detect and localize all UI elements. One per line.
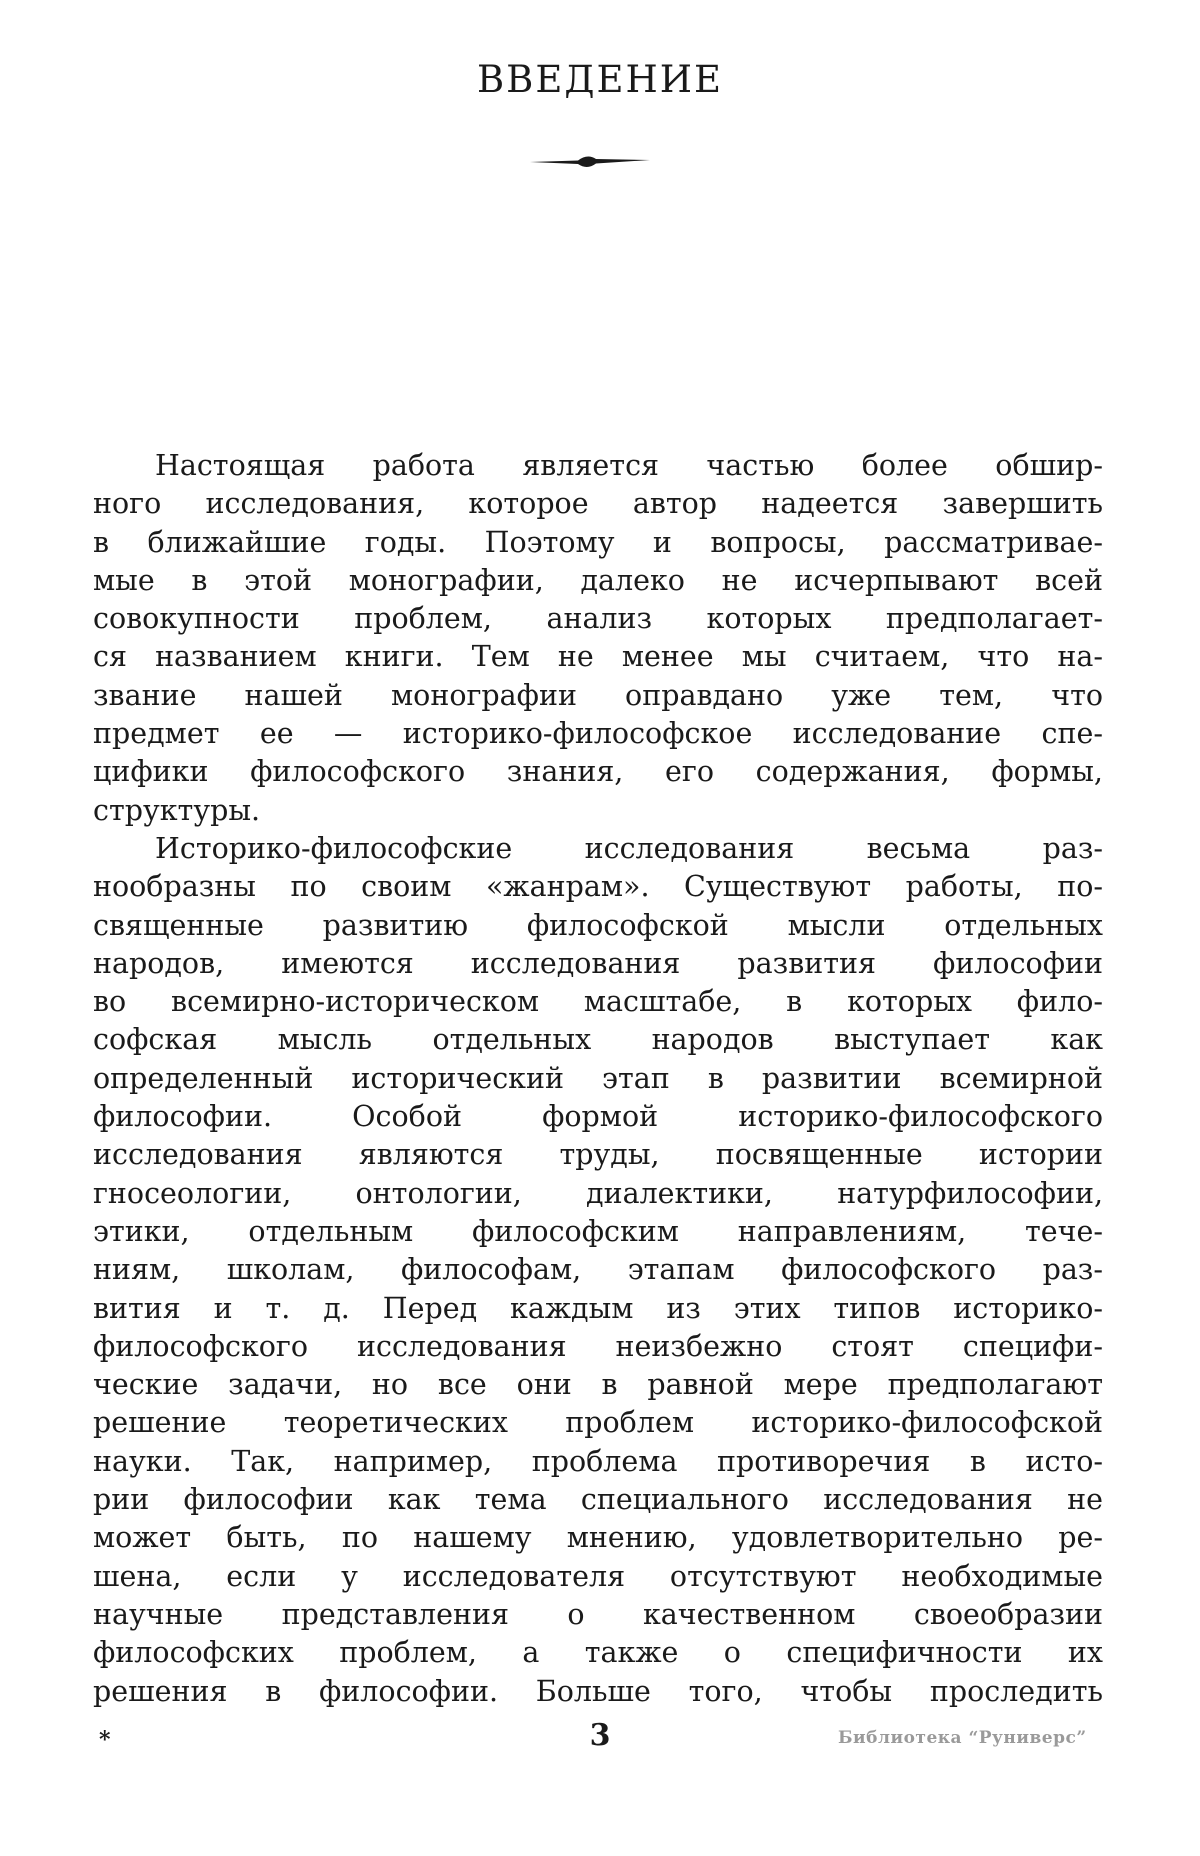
text-line: структуры.: [93, 793, 261, 827]
text-line: ниям, школам, философам, этапам философского раз-: [93, 1253, 1103, 1287]
paragraph-1: [93, 447, 1103, 830]
text-line: цифики философского знания, его содержания, формы,: [93, 755, 1103, 789]
text-line: ся названием книги. Тем не менее мы считаем, что на-: [93, 640, 1103, 674]
text-line: исследования являются труды, посвященные истории: [93, 1138, 1103, 1172]
text-line: священные развитию философской мысли отдельных: [93, 908, 1103, 942]
paragraph-2: [93, 830, 1103, 1711]
page-number: 3: [589, 1718, 611, 1753]
text-line: решения в философии. Больше того, чтобы проследить: [93, 1674, 1103, 1708]
text-line: решение теоретических проблем историко-философской: [93, 1406, 1103, 1440]
text-line: Историко-философские исследования весьма раз-: [155, 831, 1103, 865]
text-line: этики, отдельным философским направлениям, тече-: [93, 1214, 1103, 1248]
text-line: в ближайшие годы. Поэтому и вопросы, рассматривае-: [93, 525, 1103, 559]
text-line: предмет ее — историко-философское исследование спе-: [93, 717, 1103, 751]
text-line: во всемирно-историческом масштабе, в которых фило-: [93, 985, 1103, 1019]
text-line: нообразны по своим «жанрам». Существуют работы, по-: [93, 870, 1103, 904]
text-line: софская мысль отдельных народов выступает как: [93, 1023, 1103, 1057]
text-line: Настоящая работа является частью более обшир-: [155, 449, 1103, 482]
footer-mark: *: [99, 1727, 111, 1753]
text-line: вития и т. д. Перед каждым из этих типов историко-: [93, 1291, 1103, 1325]
text-line: может быть, по нашему мнению, удовлетворительно ре-: [93, 1521, 1103, 1555]
text-line: рии философии как тема специального исследования не: [93, 1483, 1103, 1517]
text-line: научные представления о качественном своеобразии: [93, 1597, 1103, 1631]
body-text: [93, 447, 1103, 1711]
text-line: философского исследования неизбежно стоят специфи-: [93, 1329, 1103, 1363]
text-line: философских проблем, а также о специфичности их: [93, 1636, 1103, 1670]
text-line: определенный исторический этап в развитии всемирной: [93, 1061, 1103, 1095]
text-line: звание нашей монографии оправдано уже тем, что: [93, 678, 1103, 712]
text-line: ного исследования, которое автор надеется завершить: [93, 487, 1103, 521]
title-ornament: [530, 150, 650, 174]
text-line: шена, если у исследователя отсутствуют необходимые: [93, 1559, 1103, 1593]
text-line: народов, имеются исследования развития философии: [93, 946, 1103, 980]
text-line: мые в этой монографии, далеко не исчерпывают всей: [93, 563, 1103, 597]
text-line: ческие задачи, но все они в равной мере предполагают: [93, 1368, 1103, 1402]
text-line: гносеологии, онтологии, диалектики, натурфилософии,: [93, 1176, 1103, 1210]
text-line: совокупности проблем, анализ которых предполагает-: [93, 602, 1103, 636]
text-line: науки. Так, например, проблема противоречия в исто-: [93, 1444, 1103, 1478]
library-stamp: Библиотека “Руниверс”: [838, 1728, 1087, 1748]
text-line: философии. Особой формой историко-философского: [93, 1100, 1103, 1134]
chapter-title: ВВЕДЕНИЕ: [476, 58, 724, 101]
